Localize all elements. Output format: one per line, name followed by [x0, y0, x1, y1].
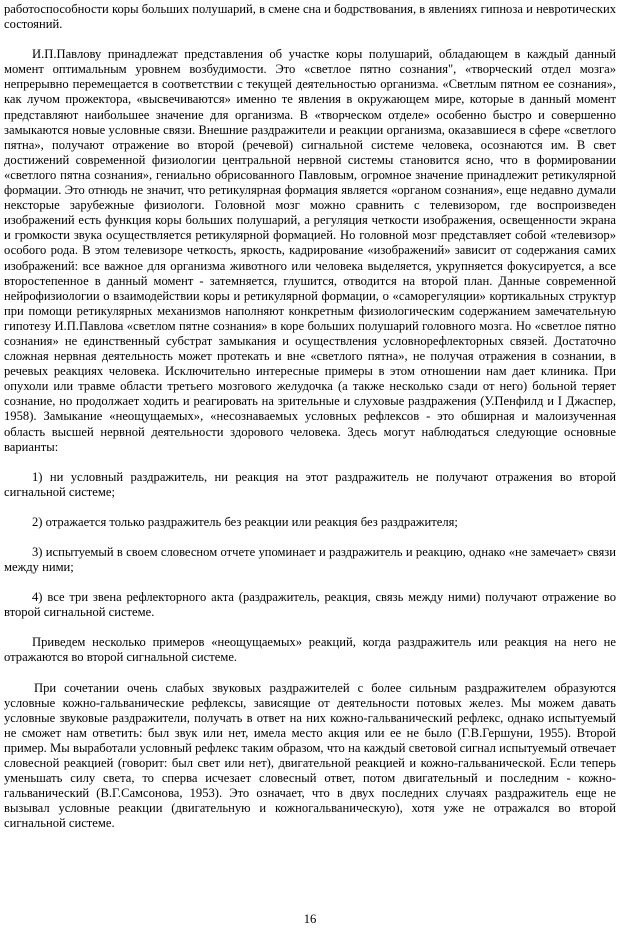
paragraph-galvanic-examples: При сочетании очень слабых звуковых раздражителей с более сильным раздражителем образуются условные кожно-гальванические рефлексы, зависящие от деятельности потовых желез. Мы можем давать условные звуковые раздражители, получать в ответ на них кожно-гальванический рефлекс, однако испытуемый не сможет нам ответить: был звук или нет, имела место акция или ее не было (Г.В.Гершуни, 1955). Второй пример. Мы выработали условный рефлекс таким образом, что на каждый световой сигнал испытуемый отвечает словесной реакцией (говорит: был свет или нет), двигательной реакцией и кожно-гальванической. Если теперь уменьшать силу света, то сперва исчезает словесный ответ, потом двигательный и последним - кожно-гальванический (В.Г.Самсонова, 1953). Это означает, что в двух последних случаях раздражитель еще не вызывал условные реакции (двигательную и кожногальваническую), хотя уже не отражался во второй сигнальной системе.	[4, 680, 616, 831]
paragraph-pavlov-light-spot: И.П.Павлову принадлежат представления об участке коры полушарий, обладающем в каждый данный момент оптимальным уровнем возбудимости. Это «светлое пятно сознания", «творческий отдел мозга» непрерывно перемещается в соответствии с текущей деятельностью организма. «Светлым пятном ее сознания», как лучом прожектора, «высвечиваются» именно те явления в окружающем мире, которые в данный момент представляют наибольшее значение для организма. В «творческом отделе» особенно быстро и совершенно замыкаются новые условные связи. Внешние раздражители и реакции организма, оказавшиеся в сфере «светлого пятна», получают отражение во второй (речевой) сигнальной системе человека, осознаются им. В свет достижений современной физиологии центральной нервной системы становится ясно, что в формировании «светлого пятна сознания», гениально обрисованного Павловым, огромное значение принадлежит ретикулярной формации. Это отнюдь не значит, что ретикулярная формация является «органом сознания», еще недавно думали нексторые зарубежные физиологи. Головной мозг можно сравнить с телевизором, где воспроизведен изображений есть функция коры больших полушарий, а регуляция четкости изображения, освещенности экрана и громкости звука осуществляется ретикулярной формацией. Но головной мозг представляет собой «телевизор» особого рода. В этом телевизоре четкость, яркость, кадрирование «изображений» зависит от содержания самих изображений: все важное для организма животного или человека выделяется, укрупняется фокусируется, а все второстепенное в данный момент - затемняется, глушится, отводится на второй план. Данные современной нейрофизиологии о взаимодействии коры и ретикулярной формации, о «саморегуляции» кортикальных структур при помощи ретикулярных механизмов наполняют конкретным физиологическим содержанием замечательную гипотезу И.П.Павлова «светлом пятне сознания» в коре больших полушарий головного мозга. Но «светлое пятно сознания» не единственный субстрат замыкания и осуществления условнорефлекторных связей. Достаточно сложная нервная деятельность может протекать и вне «светлого пятна», не получая отражения в сознании, в речевых реакциях человека. Исключительно интересные примеры в этом отношении нам дает клиника. При опухоли или травме области третьего мозгового желудочка (а также несколько сзади от него) больной теряет сознание, но продолжает ходить и реагировать на зрительные и слуховые раздражения (У.Пенфилд и I Джаспер, 1958). Замыкание «неощущаемых», «несознаваемых условных рефлексов - это обширная и малоизученная область высшей нервной деятельности здорового человека. Здесь могут наблюдаться следующие основные варианты:	[4, 47, 616, 454]
paragraph-examples-intro: Приведем несколько примеров «неощущаемых» реакций, когда раздражитель или реакция на него не отражаются во второй сигнальной системе.	[4, 635, 616, 665]
list-item-variant-2: 2) отражается только раздражитель без реакции или реакция без раздражителя;	[32, 514, 458, 529]
list-item-variant-1: 1) ни условный раздражитель, ни реакция на этот раздражитель не получают отражения во второй сигнальной системе;	[4, 469, 616, 499]
list-item-variant-3: 3) испытуемый в своем словесном отчете упоминает и раздражитель и реакцию, однако «не замечает» связи между ними;	[4, 545, 616, 575]
page-number: 16	[303, 912, 317, 926]
list-item-variant-4: 4) все три звена рефлекторного акта (раздражитель, реакция, связь между ними) получают отражение во второй сигнальной системе.	[4, 590, 616, 620]
paragraph-continuation: работоспособности коры больших полушарий, в смене сна и бодрствования, в явлениях гипноза и невротических состояний.	[4, 2, 616, 32]
